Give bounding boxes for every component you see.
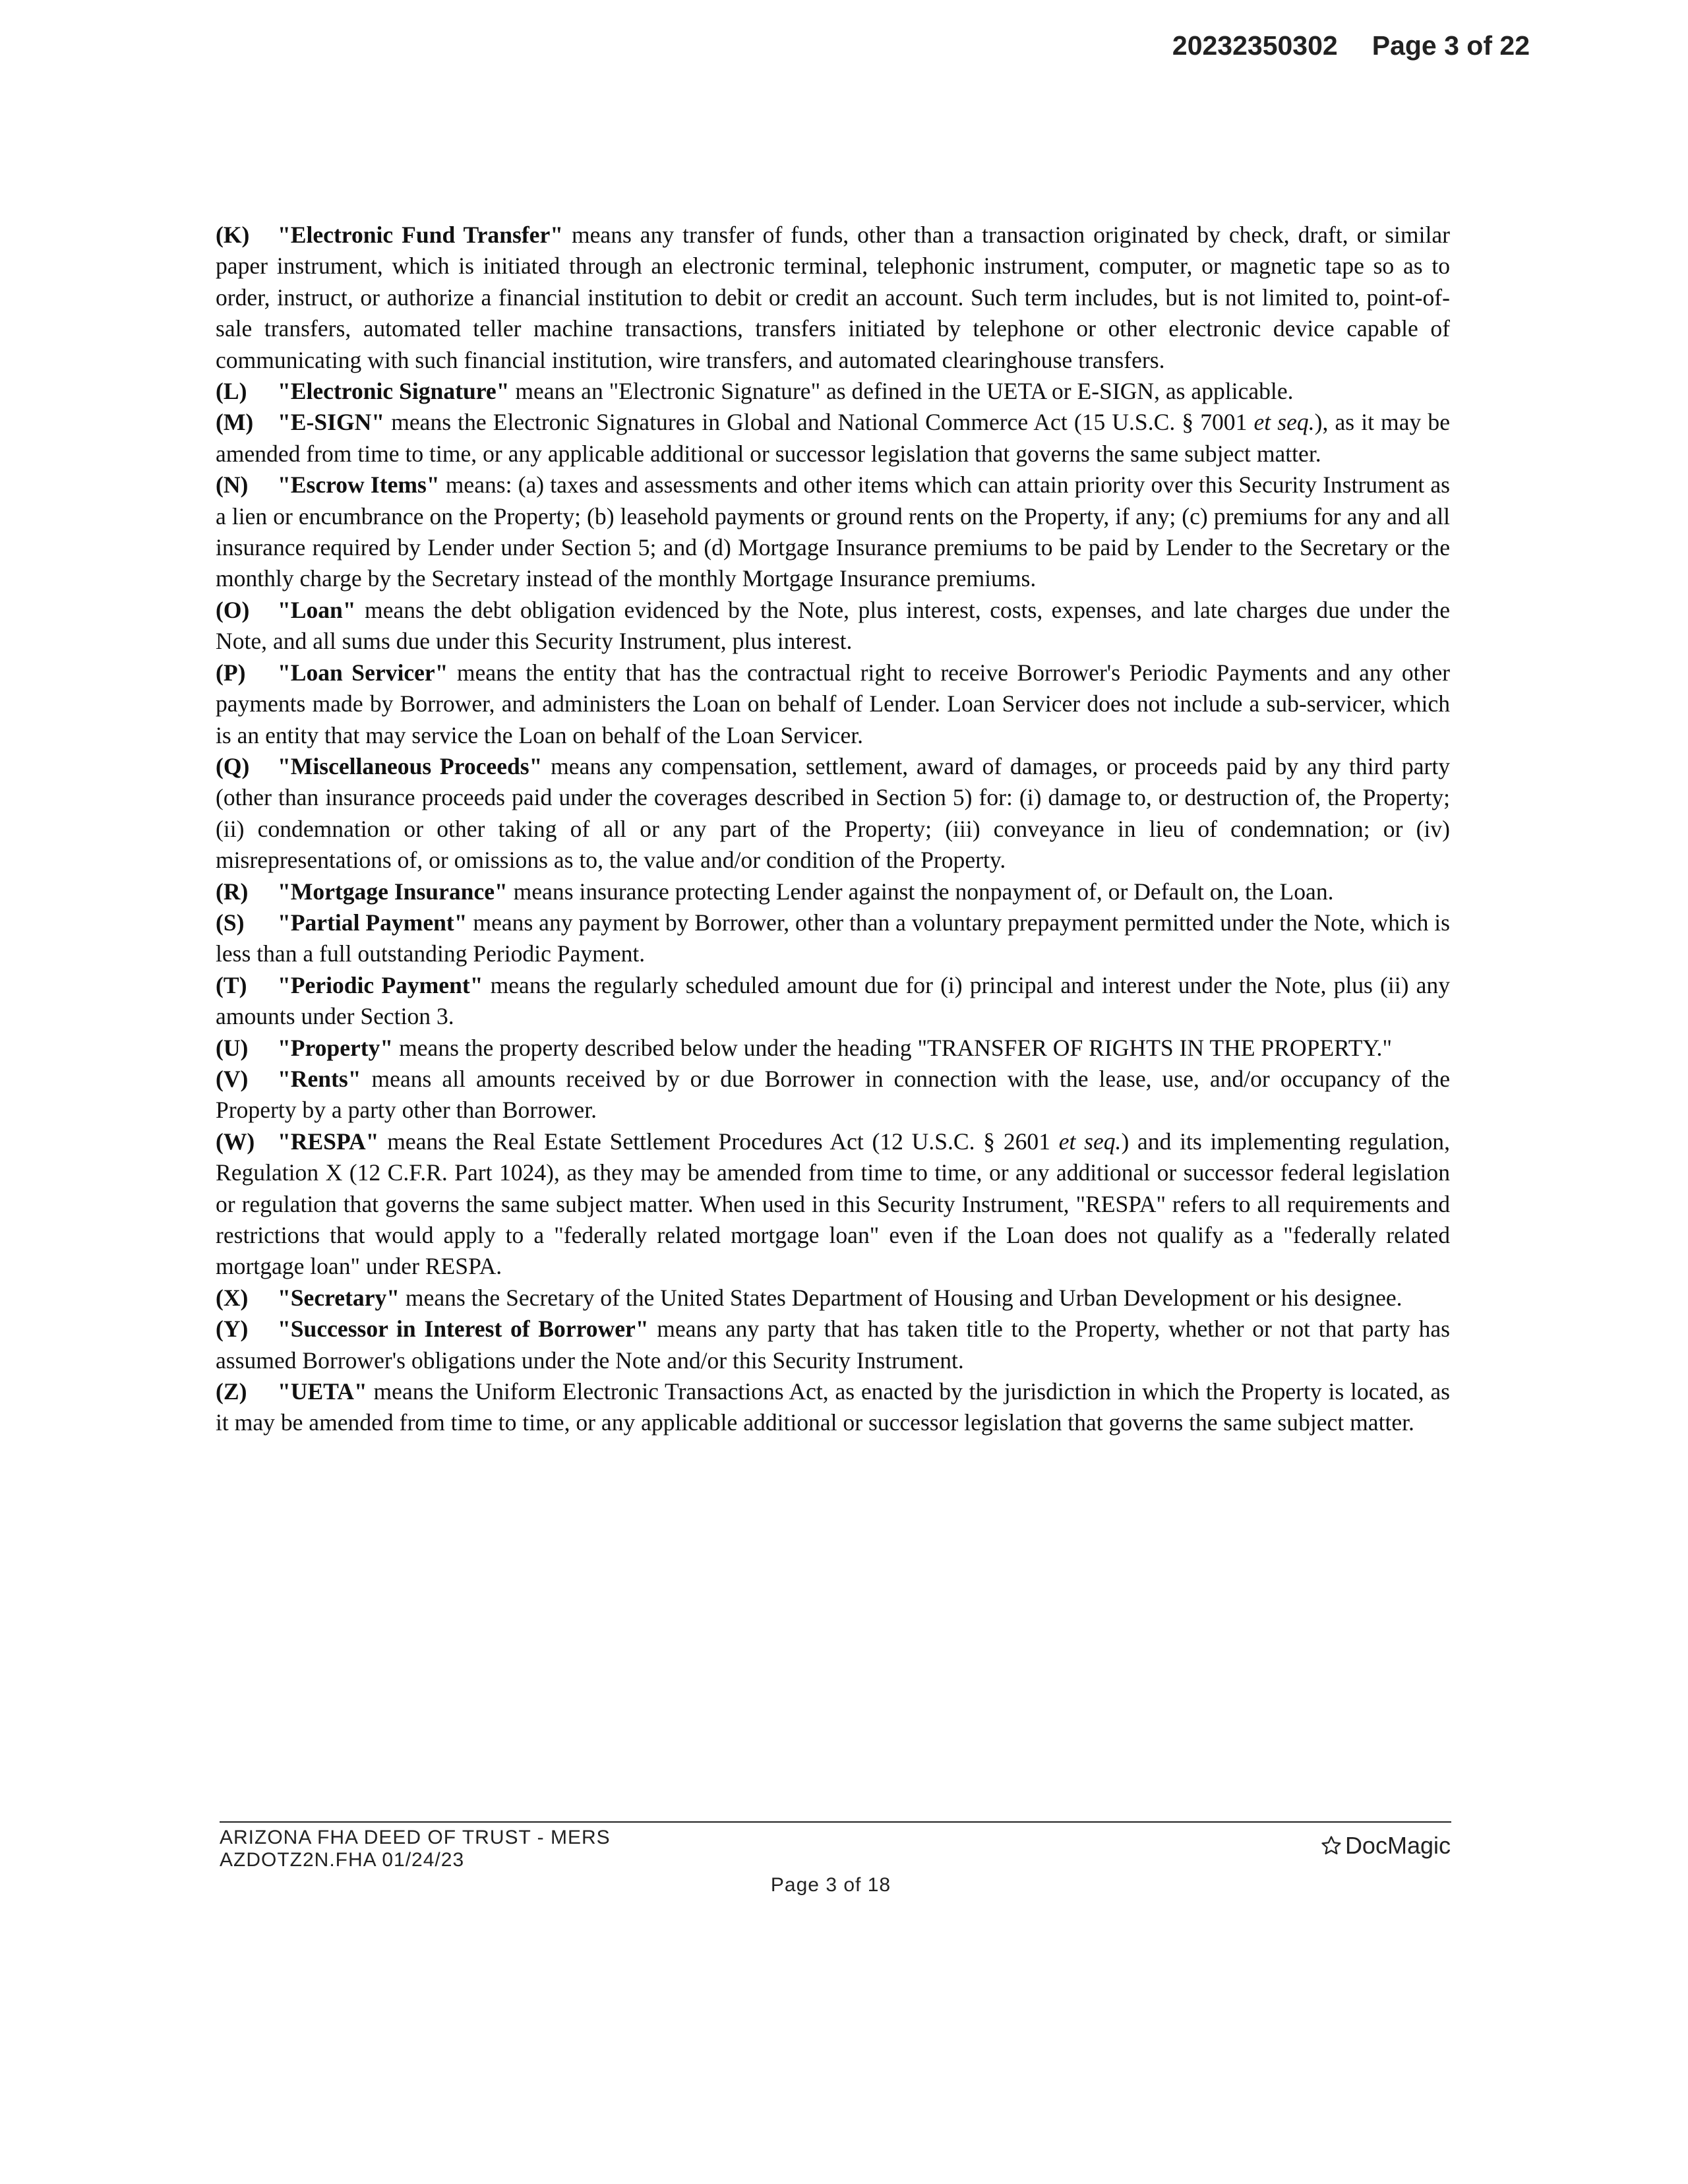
definition-term: "Loan" bbox=[278, 596, 356, 623]
definition-term: "Electronic Signature" bbox=[278, 378, 510, 405]
definition-item bbox=[216, 220, 1450, 376]
definition-text: means the Uniform Electronic Transactions Act, as enacted by the jurisdiction in which the Property is located, as it may be amended from time to time, or any applicable additional or successor legislation that governs the same subject matter. bbox=[216, 1378, 1450, 1436]
definition-text: means: (a) taxes and assessments and other items which can attain priority over this Security Instrument as a lien or encumbrance on the Property; (b) leasehold payments or ground rents on the Property, if any; (c) premiums for any and all insurance required by Lender under Section 5; and (d) Mortgage Insurance premiums to be paid by Lender to the Secretary or the monthly charge by the Secretary instead of the monthly Mortgage Insurance premiums. bbox=[216, 471, 1450, 592]
definition-term: "Property" bbox=[278, 1034, 394, 1061]
document-number: 20232350302 bbox=[1172, 30, 1338, 61]
footer-page-number: Page 3 of 18 bbox=[770, 1874, 891, 1896]
definition-term: "Secretary" bbox=[278, 1284, 400, 1311]
definition-italic: et seq. bbox=[1058, 1128, 1122, 1155]
definition-text: means any party that has taken title to the Property, whether or not that party has assumed Borrower's obligations under the Note and/or this Security Instrument. bbox=[216, 1316, 1450, 1374]
definition-item bbox=[216, 595, 1450, 657]
definition-letter: (Z) bbox=[216, 1378, 247, 1405]
definition-term: "UETA" bbox=[278, 1378, 367, 1405]
definition-term: "RESPA" bbox=[278, 1128, 379, 1155]
definition-text: means the debt obligation evidenced by the Note, plus interest, costs, expenses, and late charges due under the Note, and all sums due under this Security Instrument, plus interest. bbox=[216, 596, 1450, 655]
definition-text: means the Real Estate Settlement Procedures Act (12 U.S.C. § 2601 bbox=[378, 1128, 1059, 1155]
definition-term: "Miscellaneous Proceeds" bbox=[278, 752, 543, 779]
definition-letter: (X) bbox=[216, 1284, 249, 1311]
definition-term: "Escrow Items" bbox=[278, 471, 440, 499]
definition-letter: (O) bbox=[216, 596, 250, 623]
definition-italic: et seq. bbox=[1253, 409, 1315, 436]
definition-term: "Rents" bbox=[278, 1065, 361, 1092]
definition-text: means the regularly scheduled amount due for (i) principal and interest under the Note, plus (ii) any amounts under Section 3. bbox=[216, 971, 1450, 1030]
page-header bbox=[1172, 30, 1530, 61]
definition-item bbox=[216, 1064, 1450, 1126]
definition-item bbox=[216, 470, 1450, 595]
definition-item bbox=[216, 1376, 1450, 1439]
definition-text: means all amounts received by or due Borrower in connection with the lease, use, and/or occupancy of the Property by a party other than Borrower. bbox=[216, 1065, 1450, 1124]
footer-divider bbox=[220, 1821, 1451, 1823]
definition-text: means insurance protecting Lender against the nonpayment of, or Default on, the Loan. bbox=[507, 878, 1334, 905]
definition-letter: (R) bbox=[216, 878, 249, 905]
definition-item bbox=[216, 1314, 1450, 1376]
form-code: AZDOTZ2N.FHA 01/24/23 bbox=[220, 1849, 465, 1871]
brand-name: DocMagic bbox=[1344, 1832, 1451, 1859]
definition-letter: (V) bbox=[216, 1065, 249, 1092]
definition-item bbox=[216, 376, 1450, 407]
page-counter: Page 3 of 22 bbox=[1372, 30, 1530, 61]
definition-item bbox=[216, 657, 1450, 751]
brand-logo bbox=[1320, 1832, 1451, 1860]
definition-term: "E-SIGN" bbox=[278, 409, 385, 436]
definition-text-continued: ), as it may be amended from time to time, or any applicable additional or successor legislation that governs the same subject matter. bbox=[216, 409, 1450, 467]
definition-item bbox=[216, 1033, 1450, 1064]
definition-text: means the Electronic Signatures in Global and National Commerce Act (15 U.S.C. § 7001 bbox=[384, 409, 1254, 436]
definition-term: "Mortgage Insurance" bbox=[278, 878, 508, 905]
definition-term: "Electronic Fund Transfer" bbox=[278, 222, 564, 248]
definition-letter: (N) bbox=[216, 471, 249, 499]
definition-letter: (L) bbox=[216, 378, 247, 405]
definition-item bbox=[216, 1126, 1450, 1283]
definition-letter: (Y) bbox=[216, 1316, 249, 1343]
definition-term: "Periodic Payment" bbox=[278, 971, 483, 998]
definition-letter: (S) bbox=[216, 909, 245, 936]
definition-letter: (K) bbox=[216, 222, 250, 248]
definition-term: "Successor in Interest of Borrower" bbox=[278, 1316, 649, 1343]
definition-item bbox=[216, 970, 1450, 1033]
definition-letter: (U) bbox=[216, 1034, 249, 1061]
definition-term: "Partial Payment" bbox=[278, 909, 467, 936]
definition-letter: (Q) bbox=[216, 752, 250, 779]
definition-item bbox=[216, 751, 1450, 876]
definition-letter: (M) bbox=[216, 409, 254, 436]
definition-item bbox=[216, 407, 1450, 470]
definition-letter: (T) bbox=[216, 971, 247, 998]
definition-text: means the entity that has the contractual right to receive Borrower's Periodic Payments and any other payments made by Borrower, and administers the Loan on behalf of Lender. Loan Servicer does not include a sub-servicer, which is an entity that may service the Loan on behalf of the Loan Servicer. bbox=[216, 659, 1450, 748]
definition-letter: (W) bbox=[216, 1128, 255, 1155]
definition-item bbox=[216, 1283, 1450, 1314]
definition-item bbox=[216, 876, 1450, 907]
definition-item bbox=[216, 907, 1450, 970]
definition-text: means any payment by Borrower, other than a voluntary prepayment permitted under the Note, which is less than a full outstanding Periodic Payment. bbox=[216, 909, 1450, 967]
definition-text: means any compensation, settlement, award of damages, or proceeds paid by any third party (other than insurance proceeds paid under the coverages described in Section 5) for: (i) damage to, or destruction of, the Property; (ii) condemnation or other taking of all or any part of the Property; (iii) conveyance in lieu of condemnation; or (iv) misrepresentations of, or omissions as to, the value and/or condition of the Property. bbox=[216, 752, 1451, 874]
definition-text: means the Secretary of the United States Department of Housing and Urban Development or his designee. bbox=[400, 1284, 1402, 1311]
definitions-list bbox=[216, 220, 1450, 1439]
form-title: ARIZONA FHA DEED OF TRUST - MERS bbox=[220, 1827, 611, 1848]
definition-term: "Loan Servicer" bbox=[278, 659, 448, 686]
definition-text-continued: ) and its implementing regulation, Regulation X (12 C.F.R. Part 1024), as they may be amended from time to time, or any additional or successor federal legislation or regulation that governs the same subject matter. When used in this Security Instrument, "RESPA" refers to all requirements and restrictions that would apply to a "federally related mortgage loan" even if the Loan does not qualify as a "federally related mortgage loan" under RESPA. bbox=[216, 1128, 1450, 1280]
definition-text: means any transfer of funds, other than a transaction originated by check, draft, or similar paper instrument, which is initiated through an electronic terminal, telephonic instrument, computer, or magnetic tape so as to order, instruct, or authorize a financial institution to debit or credit an account. Such term includes, but is not limited to, point-of-sale transfers, automated teller machine transactions, transfers initiated by telephone or other electronic device capable of communicating with such financial institution, wire transfers, and automated clearinghouse transfers. bbox=[216, 222, 1450, 373]
form-identifier bbox=[220, 1827, 611, 1871]
definition-text: means the property described below under the heading "TRANSFER OF RIGHTS IN THE PROPERTY." bbox=[393, 1034, 1392, 1061]
definition-text: means an "Electronic Signature" as defined in the UETA or E-SIGN, as applicable. bbox=[509, 378, 1294, 405]
definition-letter: (P) bbox=[216, 659, 246, 686]
star-outline-icon bbox=[1320, 1835, 1342, 1857]
